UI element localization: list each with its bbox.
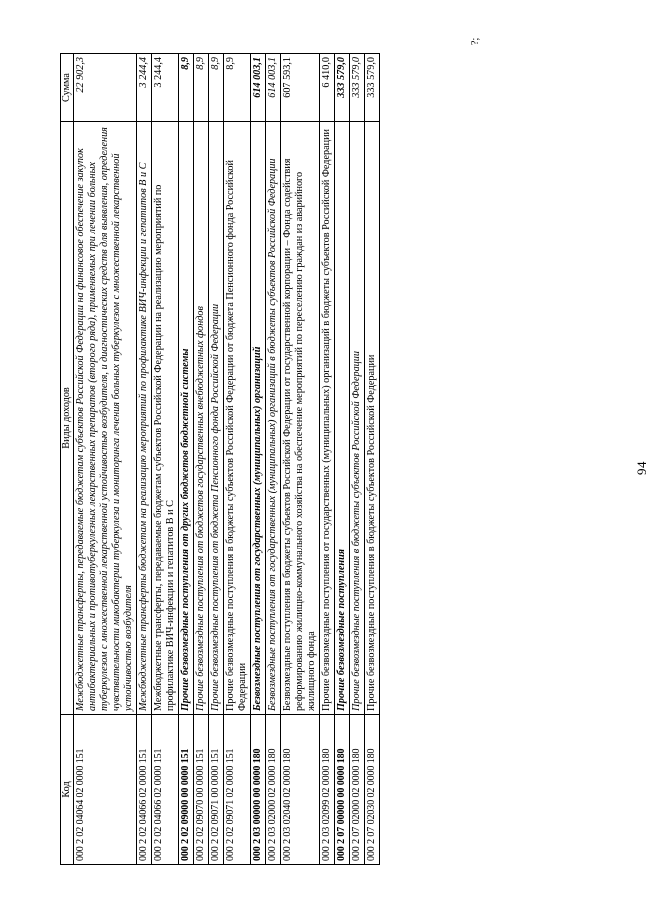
row-code: 000 2 07 02030 02 0000 180	[365, 715, 380, 865]
table-row	[179, 54, 194, 865]
row-name: Прочие безвозмездные поступления в бюджеты субъектов Российской Федерации	[350, 122, 365, 715]
header-amount: Сумма	[61, 54, 74, 122]
corner-mark: ?;	[470, 37, 481, 45]
row-code: 000 2 03 02040 02 0000 180	[281, 715, 320, 865]
table-header-row	[61, 54, 74, 865]
rotated-page	[60, 37, 649, 865]
row-code: 000 2 02 09000 00 0000 151	[179, 715, 194, 865]
row-name: Безвозмездные поступления от государственных (муниципальных) организаций	[251, 122, 266, 715]
row-name: Безвозмездные поступления от государственных (муниципальных) организаций в бюджеты субъектов Российской Федерации	[266, 122, 281, 715]
page-number: 94	[634, 461, 649, 475]
row-name: Безвозмездные поступления в бюджеты субъектов Российской Федерации от государственной корпорации – Фонда содействия реформированию жилищно-коммунального хозяйства на обеспечение мероприятий по переселению граждан из аварийного жилищного фонда	[281, 122, 320, 715]
row-amount: 3 244,4	[152, 54, 179, 122]
table-row	[224, 54, 251, 865]
row-name: Межбюджетные трансферты, передаваемые бюджетам субъектов Российской Федерации на финансовое обеспечение закупок антибактериальных и противотуберкулезных лекарственных препаратов (второго ряда), применяемых при лечении больных туберкулезом с множественной лекарственной устойчивостью возбудителя, и диагностических средств для выявления, определения чувствительности микобактерии туберкулеза и мониторинга лечения больных туберкулезом с множественной лекарственной устойчивостью возбудителя	[74, 122, 137, 715]
row-code: 000 2 02 04064 02 0000 151	[74, 715, 137, 865]
row-name: Прочие безвозмездные поступления	[335, 122, 350, 715]
table-row	[350, 54, 365, 865]
table-row	[137, 54, 152, 865]
table-row	[281, 54, 320, 865]
row-name: Прочие безвозмездные поступления от государственных (муниципальных) организаций в бюджеты субъектов Российской Федерации	[320, 122, 335, 715]
row-amount: 3 244,4	[137, 54, 152, 122]
row-name: Прочие безвозмездные поступления от бюджета Пенсионного фонда Российской Федерации	[209, 122, 224, 715]
row-amount: 8,9	[224, 54, 251, 122]
row-amount: 614 003,1	[266, 54, 281, 122]
row-name: Прочие безвозмездные поступления в бюджеты субъектов Российской Федерации от бюджета Пенсионного фонда Российской Федерации	[224, 122, 251, 715]
table-row	[365, 54, 380, 865]
revenue-table	[60, 53, 380, 865]
table-body	[74, 54, 380, 865]
row-name: Прочие безвозмездные поступления от бюджетов государственных внебюджетных фондов	[194, 122, 209, 715]
row-code: 000 2 02 04066 02 0000 151	[137, 715, 152, 865]
row-amount: 6 410,0	[320, 54, 335, 122]
row-amount: 333 579,0	[350, 54, 365, 122]
row-amount: 22 902,3	[74, 54, 137, 122]
row-amount: 8,9	[194, 54, 209, 122]
row-code: 000 2 03 00000 00 0000 180	[251, 715, 266, 865]
table-row	[194, 54, 209, 865]
row-code: 000 2 02 09071 00 0000 151	[209, 715, 224, 865]
row-code: 000 2 07 00000 00 0000 180	[335, 715, 350, 865]
row-code: 000 2 07 02000 02 0000 180	[350, 715, 365, 865]
row-name: Прочие безвозмездные поступления от других бюджетов бюджетной системы	[179, 122, 194, 715]
table-row	[335, 54, 350, 865]
row-amount: 333 579,0	[335, 54, 350, 122]
header-name: Виды доходов	[61, 122, 74, 715]
row-amount: 607 593,1	[281, 54, 320, 122]
row-name: Прочие безвозмездные поступления в бюджеты субъектов Российской Федерации	[365, 122, 380, 715]
row-amount: 614 003,1	[251, 54, 266, 122]
table-row	[152, 54, 179, 865]
row-amount: 8,9	[179, 54, 194, 122]
row-name: Межбюджетные трансферты, передаваемые бюджетам субъектов Российской Федерации на реализацию мероприятий по профилактике ВИЧ-инфекции и гепатитов В и С	[152, 122, 179, 715]
table-row	[320, 54, 335, 865]
row-code: 000 2 03 02000 02 0000 180	[266, 715, 281, 865]
header-code: Код	[61, 715, 74, 865]
table-row	[251, 54, 266, 865]
row-code: 000 2 02 04066 02 0000 151	[152, 715, 179, 865]
table-row	[209, 54, 224, 865]
row-code: 000 2 02 09071 02 0000 151	[224, 715, 251, 865]
table-row	[266, 54, 281, 865]
table-row	[74, 54, 137, 865]
row-name: Межбюджетные трансферты бюджетам на реализацию мероприятий по профилактике ВИЧ-инфекции и гепатитов В и С	[137, 122, 152, 715]
row-code: 000 2 02 09070 00 0000 151	[194, 715, 209, 865]
row-code: 000 2 03 02099 02 0000 180	[320, 715, 335, 865]
row-amount: 333 579,0	[365, 54, 380, 122]
row-amount: 8,9	[209, 54, 224, 122]
